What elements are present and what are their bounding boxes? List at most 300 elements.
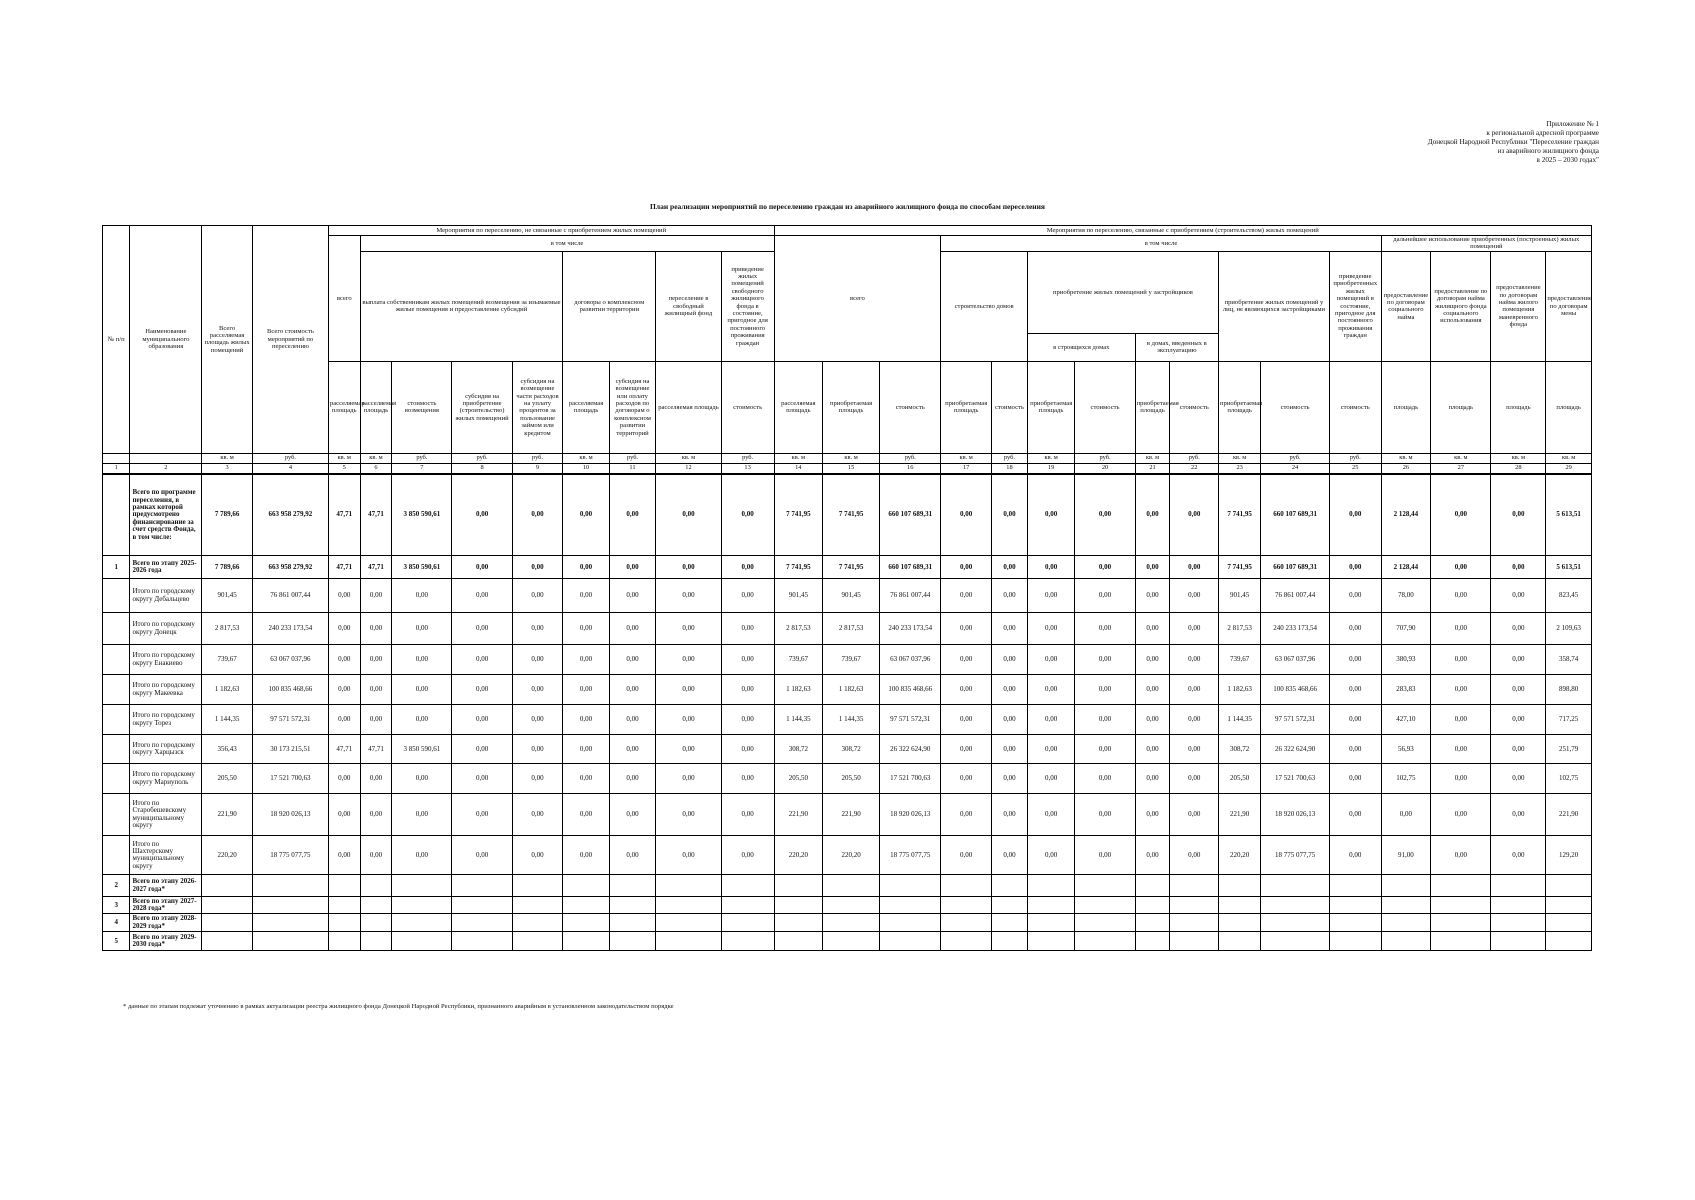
value-cell [609,875,655,897]
value-cell: 56,93 [1381,735,1431,764]
value-cell: 901,45 [823,579,880,613]
value-cell: 0,00 [1027,556,1075,579]
value-cell: 0,00 [1027,705,1075,735]
municipality-name: Всего по этапу 2027-2028 года* [130,897,202,914]
municipality-name: Итого по городскому округу Енакиево [130,645,202,675]
value-cell: 3 850 590,61 [392,556,452,579]
column-number-row-cell: 13 [721,463,774,474]
value-cell [1546,914,1592,932]
value-cell: 2 817,53 [774,613,823,645]
value-cell: 0,00 [941,645,992,675]
value-cell [774,914,823,932]
resettlement-plan-table [102,225,1592,951]
col-header-bring-acq: приведение приобретенных жилых помещений в состояние, пригодное для постоянного проживания граждан [1329,251,1381,361]
value-cell [1075,875,1135,897]
value-cell: 100 835 468,66 [880,675,941,705]
value-cell: 0,00 [1431,613,1491,645]
value-cell: 0,00 [1491,764,1546,794]
units-row-cell: руб. [512,453,563,463]
value-cell: 0,00 [1329,675,1381,705]
document-title: План реализации мероприятий по переселению граждан из аварийного жилищного фонда по способам переселения [650,202,1045,211]
value-cell: 0,00 [656,764,721,794]
value-cell: 0,00 [1431,675,1491,705]
value-cell [392,914,452,932]
value-cell: 240 233 173,54 [880,613,941,645]
value-cell: 0,00 [656,705,721,735]
value-cell: 660 107 689,31 [880,474,941,556]
value-cell: 0,00 [512,735,563,764]
value-cell: 0,00 [609,474,655,556]
value-cell: 0,00 [1075,579,1135,613]
value-cell: 0,00 [563,556,609,579]
subheader: расселяемая площадь [360,361,392,453]
value-cell [992,875,1028,897]
table-row [103,836,1592,875]
value-cell: 1 182,63 [774,675,823,705]
value-cell [992,897,1028,914]
value-cell: 0,00 [1491,474,1546,556]
value-cell: 0,00 [1491,613,1546,645]
column-number-row-cell: 26 [1381,463,1431,474]
value-cell: 1 182,63 [1219,675,1261,705]
value-cell: 1 182,63 [823,675,880,705]
value-cell: 0,00 [656,579,721,613]
value-cell: 0,00 [941,579,992,613]
value-cell: 0,00 [392,613,452,645]
value-cell: 0,00 [609,764,655,794]
value-cell: 2 128,44 [1381,556,1431,579]
value-cell: 901,45 [202,579,253,613]
value-cell: 0,00 [1431,474,1491,556]
value-cell: 901,45 [774,579,823,613]
units-row-cell: кв. м [656,453,721,463]
units-row-cell [103,453,130,463]
column-number-row-cell: 18 [992,463,1028,474]
value-cell: 739,67 [774,645,823,675]
value-cell: 0,00 [1075,836,1135,875]
value-cell: 7 741,95 [1219,556,1261,579]
value-cell [202,914,253,932]
value-cell: 0,00 [1431,836,1491,875]
value-cell: 0,00 [452,556,512,579]
col-header-social: предоставление по договорам социального найма [1381,251,1431,361]
value-cell: 0,00 [360,675,392,705]
value-cell: 0,00 [452,794,512,836]
col-header-in-building: в строящихся домах [1027,333,1135,361]
value-cell: 0,00 [328,764,360,794]
value-cell: 7 789,66 [202,556,253,579]
value-cell: 0,00 [512,645,563,675]
value-cell: 47,71 [360,735,392,764]
value-cell: 0,00 [992,794,1028,836]
subheader: площадь [1491,361,1546,453]
value-cell: 1 144,35 [1219,705,1261,735]
subheader: приобретаемая площадь [1219,361,1261,453]
row-number: 1 [103,556,130,579]
value-cell: 220,20 [774,836,823,875]
units-row-cell: руб. [721,453,774,463]
value-cell: 0,00 [1329,474,1381,556]
value-cell: 0,00 [1170,474,1219,556]
column-number-row-cell: 8 [452,463,512,474]
value-cell: 0,00 [609,794,655,836]
value-cell: 308,72 [774,735,823,764]
value-cell: 220,20 [823,836,880,875]
value-cell: 0,00 [563,705,609,735]
value-cell: 0,00 [512,613,563,645]
value-cell [1027,932,1075,951]
row-number [103,675,130,705]
row-number: 3 [103,897,130,914]
value-cell: 0,00 [563,474,609,556]
value-cell: 0,00 [1329,556,1381,579]
appendix-note [1219,120,1599,165]
value-cell [563,914,609,932]
value-cell: 0,00 [1075,675,1135,705]
units-row-cell: руб. [609,453,655,463]
table-row [103,735,1592,764]
value-cell: 0,00 [563,613,609,645]
row-number: 4 [103,914,130,932]
value-cell [823,914,880,932]
value-cell: 0,00 [1075,705,1135,735]
value-cell: 26 322 624,90 [1261,735,1330,764]
value-cell: 7 741,95 [774,474,823,556]
value-cell: 0,00 [1170,675,1219,705]
value-cell: 0,00 [452,474,512,556]
value-cell: 0,00 [360,705,392,735]
column-number-row-cell: 9 [512,463,563,474]
column-number-row-cell: 27 [1431,463,1491,474]
value-cell [1135,932,1170,951]
value-cell: 0,00 [1491,579,1546,613]
value-cell: 221,90 [1546,794,1592,836]
appendix-line: к региональной адресной программе [1486,129,1599,137]
value-cell: 0,00 [721,794,774,836]
value-cell: 91,00 [1381,836,1431,875]
value-cell: 0,00 [609,556,655,579]
value-cell: 205,50 [202,764,253,794]
value-cell: 30 173 215,51 [252,735,328,764]
table-row [103,613,1592,645]
value-cell: 0,00 [512,556,563,579]
group-header-acquisition: Мероприятия по переселению, связанные с приобретением (строительством) жилых помещений [774,226,1591,236]
value-cell: 76 861 007,44 [1261,579,1330,613]
value-cell: 0,00 [360,613,392,645]
col-header-vsego: всего [328,236,360,362]
municipality-name: Итого по городскому округу Харцызск [130,735,202,764]
col-header-total-area: Всего расселяемая площадь жилых помещений [202,226,253,454]
value-cell: 7 741,95 [823,474,880,556]
value-cell: 0,00 [656,836,721,875]
value-cell: 0,00 [512,474,563,556]
value-cell: 380,93 [1381,645,1431,675]
value-cell: 0,00 [1431,556,1491,579]
value-cell [880,897,941,914]
value-cell [880,914,941,932]
subheader: расселяемая площадь [328,361,360,453]
value-cell: 0,00 [721,836,774,875]
value-cell: 0,00 [992,613,1028,645]
value-cell [721,932,774,951]
value-cell: 0,00 [1491,836,1546,875]
value-cell [774,932,823,951]
value-cell [1546,875,1592,897]
column-number-row [103,463,1592,474]
column-number-row-cell: 11 [609,463,655,474]
value-cell: 0,00 [452,705,512,735]
col-header-in-commissioned: в домах, введенных в эксплуатацию [1135,333,1218,361]
table-row [103,556,1592,579]
column-number-row-cell: 3 [202,463,253,474]
subheader: стоимость [1261,361,1330,453]
value-cell [202,932,253,951]
value-cell: 17 521 700,63 [252,764,328,794]
value-cell: 0,00 [392,579,452,613]
value-cell: 0,00 [1329,735,1381,764]
row-number [103,474,130,556]
value-cell: 0,00 [1135,764,1170,794]
units-row-cell: руб. [1261,453,1330,463]
value-cell: 660 107 689,31 [1261,556,1330,579]
units-row-cell: руб. [452,453,512,463]
col-header-payout: выплата собственникам жилых помещений возмещения за изымаемые жилые помещения и предоставление субсидий [360,251,563,361]
value-cell: 0,00 [992,735,1028,764]
value-cell [721,875,774,897]
value-cell: 97 571 572,31 [1261,705,1330,735]
units-row-cell: руб. [880,453,941,463]
value-cell [880,932,941,951]
value-cell: 7 741,95 [774,556,823,579]
value-cell: 0,00 [1431,705,1491,735]
value-cell: 0,00 [1170,579,1219,613]
value-cell [1170,932,1219,951]
value-cell [1261,932,1330,951]
col-header-vsego: всего [774,236,941,362]
table-row [103,914,1592,932]
value-cell [452,897,512,914]
column-number-row-cell: 23 [1219,463,1261,474]
value-cell [360,875,392,897]
value-cell [1381,914,1431,932]
column-number-row-cell: 15 [823,463,880,474]
units-row-cell: кв. м [1027,453,1075,463]
value-cell: 0,00 [941,556,992,579]
value-cell [1546,932,1592,951]
value-cell: 2 817,53 [1219,613,1261,645]
municipality-name: Итого по городскому округу Торез [130,705,202,735]
value-cell: 0,00 [392,836,452,875]
value-cell [656,875,721,897]
value-cell: 663 958 279,92 [252,556,328,579]
row-number [103,735,130,764]
subheader: субсидия на возмещение части расходов на уплату процентов за пользование займом или кредитом [512,361,563,453]
value-cell: 0,00 [452,764,512,794]
value-cell: 0,00 [941,836,992,875]
value-cell: 26 322 624,90 [880,735,941,764]
value-cell: 0,00 [328,705,360,735]
value-cell: 0,00 [563,675,609,705]
column-number-row-cell: 4 [252,463,328,474]
value-cell: 0,00 [452,735,512,764]
units-row-cell: руб. [1329,453,1381,463]
value-cell [563,875,609,897]
value-cell: 0,00 [941,705,992,735]
value-cell: 0,00 [1491,794,1546,836]
value-cell: 76 861 007,44 [880,579,941,613]
units-row-cell: кв. м [1546,453,1592,463]
municipality-name: Итого по городскому округу Макеевка [130,675,202,705]
appendix-line: из аварийного жилищного фонда [1497,147,1599,155]
value-cell: 660 107 689,31 [1261,474,1330,556]
value-cell [1491,914,1546,932]
units-row-cell: кв. м [1381,453,1431,463]
subheader: приобретаемая площадь [823,361,880,453]
value-cell: 0,00 [609,705,655,735]
value-cell: 0,00 [563,579,609,613]
value-cell: 0,00 [721,613,774,645]
value-cell: 0,00 [360,794,392,836]
value-cell: 0,00 [563,645,609,675]
value-cell: 0,00 [1329,764,1381,794]
value-cell [941,897,992,914]
value-cell [1219,897,1261,914]
col-header-incl: в том числе [360,236,774,252]
subheader: субсидия на приобретение (строительство) жилых помещений [452,361,512,453]
value-cell: 1 182,63 [202,675,253,705]
table-row [103,764,1592,794]
row-number [103,764,130,794]
value-cell [1381,875,1431,897]
value-cell: 0,00 [328,645,360,675]
value-cell: 0,00 [1491,675,1546,705]
value-cell: 2 109,63 [1546,613,1592,645]
value-cell: 0,00 [328,836,360,875]
value-cell: 0,00 [360,764,392,794]
value-cell [252,914,328,932]
value-cell [1075,932,1135,951]
value-cell [823,932,880,951]
value-cell: 221,90 [1219,794,1261,836]
value-cell [563,897,609,914]
value-cell: 0,00 [1170,705,1219,735]
value-cell [823,875,880,897]
value-cell [512,914,563,932]
value-cell [1075,897,1135,914]
value-cell: 0,00 [1329,794,1381,836]
value-cell [1431,914,1491,932]
row-number [103,613,130,645]
value-cell [1135,914,1170,932]
value-cell: 129,20 [1546,836,1592,875]
value-cell: 0,00 [1170,645,1219,675]
value-cell: 0,00 [1075,764,1135,794]
municipality-name: Итого по городскому округу Мариуполь [130,764,202,794]
value-cell [1491,897,1546,914]
value-cell [452,875,512,897]
value-cell: 0,00 [1135,705,1170,735]
value-cell: 0,00 [1170,794,1219,836]
municipality-name: Итого по городскому округу Донецк [130,613,202,645]
value-cell: 0,00 [563,836,609,875]
value-cell: 0,00 [512,794,563,836]
value-cell: 0,00 [1075,474,1135,556]
column-number-row-cell: 22 [1170,463,1219,474]
value-cell [392,932,452,951]
value-cell: 0,00 [360,579,392,613]
value-cell [721,914,774,932]
value-cell: 0,00 [1135,474,1170,556]
value-cell: 0,00 [1027,675,1075,705]
value-cell [202,897,253,914]
column-number-row-cell: 10 [563,463,609,474]
value-cell: 0,00 [360,645,392,675]
subheader: стоимость [880,361,941,453]
value-cell: 0,00 [721,579,774,613]
value-cell [1431,932,1491,951]
value-cell: 0,00 [992,764,1028,794]
value-cell: 739,67 [823,645,880,675]
value-cell: 660 107 689,31 [880,556,941,579]
value-cell: 220,20 [202,836,253,875]
row-number [103,579,130,613]
table-row [103,645,1592,675]
column-number-row-cell: 5 [328,463,360,474]
units-row-cell: руб. [252,453,328,463]
units-row-cell: руб. [992,453,1028,463]
value-cell [880,875,941,897]
value-cell: 221,90 [774,794,823,836]
subheader: стоимость [721,361,774,453]
value-cell: 5 613,51 [1546,474,1592,556]
subheader: расселяемая площадь [774,361,823,453]
value-cell [1261,875,1330,897]
value-cell: 0,00 [1491,735,1546,764]
units-row-cell: кв. м [1135,453,1170,463]
value-cell [392,875,452,897]
value-cell: 0,00 [328,613,360,645]
value-cell [392,897,452,914]
value-cell [328,914,360,932]
value-cell [512,897,563,914]
subheader: стоимость [1075,361,1135,453]
subheader: расселяемая площадь [656,361,721,453]
value-cell: 1 144,35 [774,705,823,735]
col-header-exchange: предоставление по договорам мены [1546,251,1592,361]
value-cell: 0,00 [721,735,774,764]
value-cell [941,875,992,897]
value-cell: 0,00 [721,764,774,794]
col-header-construction: строительство домов [941,251,1028,361]
col-header-name: Наименование муниципального образования [130,226,202,454]
column-number-row-cell: 28 [1491,463,1546,474]
col-header-incl: в том числе [941,236,1381,252]
value-cell: 0,00 [609,579,655,613]
footnote: * данные по этапам подлежат уточнению в рамках актуализации реестра жилищного фонда Донецкой Народной Республики, признанного аварийным в установленном законодательством порядке [123,1003,674,1010]
value-cell: 0,00 [1431,579,1491,613]
value-cell: 0,00 [512,705,563,735]
value-cell [609,932,655,951]
column-number-row-cell: 29 [1546,463,1592,474]
column-number-row-cell: 16 [880,463,941,474]
value-cell: 17 521 700,63 [880,764,941,794]
value-cell: 47,71 [328,735,360,764]
value-cell: 2 817,53 [202,613,253,645]
col-header-num: № п/п [103,226,130,454]
value-cell: 0,00 [392,794,452,836]
value-cell: 0,00 [609,613,655,645]
value-cell: 0,00 [392,705,452,735]
